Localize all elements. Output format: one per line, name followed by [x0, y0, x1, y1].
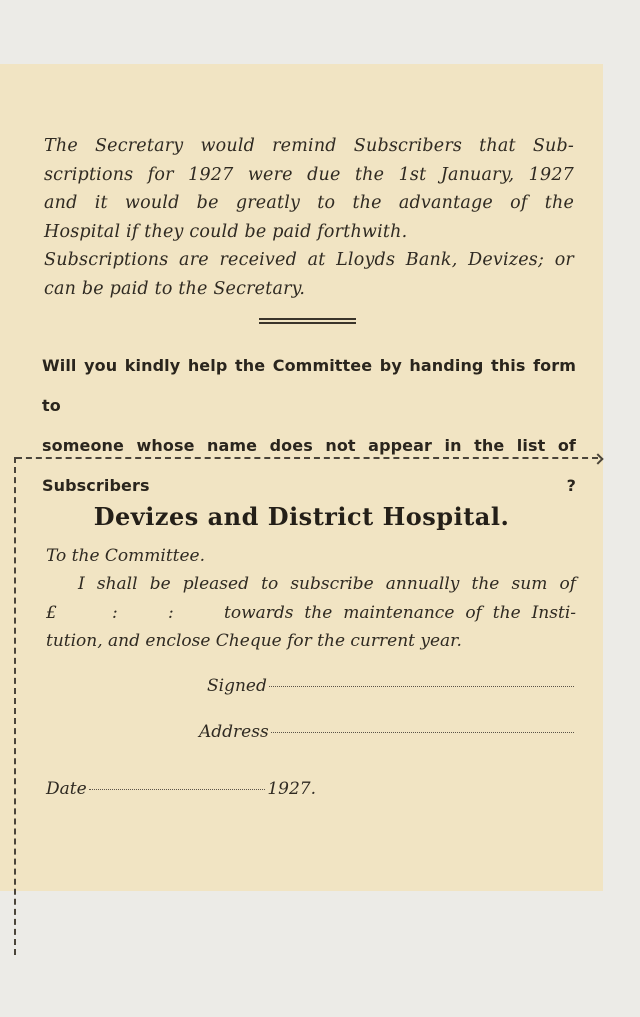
committee-request [42, 346, 576, 506]
amount-separator: : [168, 602, 174, 623]
address-field [199, 722, 574, 742]
tear-off-line-horizontal [16, 457, 598, 459]
tear-off-line-vertical [14, 457, 16, 955]
signature-dotted-line [269, 685, 574, 687]
notice-line: Subscriptions are received at Lloyds Bank, Devizes; or [44, 250, 574, 271]
pledge-line: I shall be pleased to subscribe annually the sum of [78, 574, 576, 595]
date-year: 1927. [267, 779, 316, 799]
amount-separator: : [112, 602, 118, 623]
notice-line: The Secretary would remind Subscribers that Sub- [44, 136, 574, 156]
notice-line: and it would be greatly to the advantage of the [44, 193, 574, 214]
secretary-notice [44, 132, 574, 304]
pledge-line: towards the maintenance of the Insti- [224, 602, 576, 623]
notice-line: Hospital if they could be paid forthwith. [44, 221, 408, 242]
notice-line: can be paid to the Secretary. [44, 278, 306, 299]
pound-sign: £ [46, 602, 57, 623]
address-dotted-line [271, 731, 574, 733]
date-dotted-line [89, 788, 266, 790]
double-rule-divider [259, 318, 356, 324]
request-line: Will you kindly help the Committee by handing this form to [42, 356, 576, 415]
amount-line [46, 599, 576, 627]
date-label: Date [46, 779, 87, 799]
notice-line: scriptions for 1927 were due the 1st January, 1927 [44, 164, 574, 185]
signed-label: Signed [207, 676, 267, 696]
hospital-title: Devizes and District Hospital. [93, 502, 510, 531]
form-sheet [0, 64, 603, 891]
subscription-form-text [46, 542, 576, 656]
salutation: To the Committee. [46, 546, 206, 566]
signature-field [207, 676, 574, 696]
tear-off-corner-mark [592, 453, 603, 464]
date-field [46, 779, 316, 799]
request-line: someone whose name does not appear in the list of Subscribers ? [42, 436, 576, 495]
pledge-line: tution, and enclose Cheque for the current year. [46, 631, 462, 652]
address-label: Address [199, 722, 269, 742]
